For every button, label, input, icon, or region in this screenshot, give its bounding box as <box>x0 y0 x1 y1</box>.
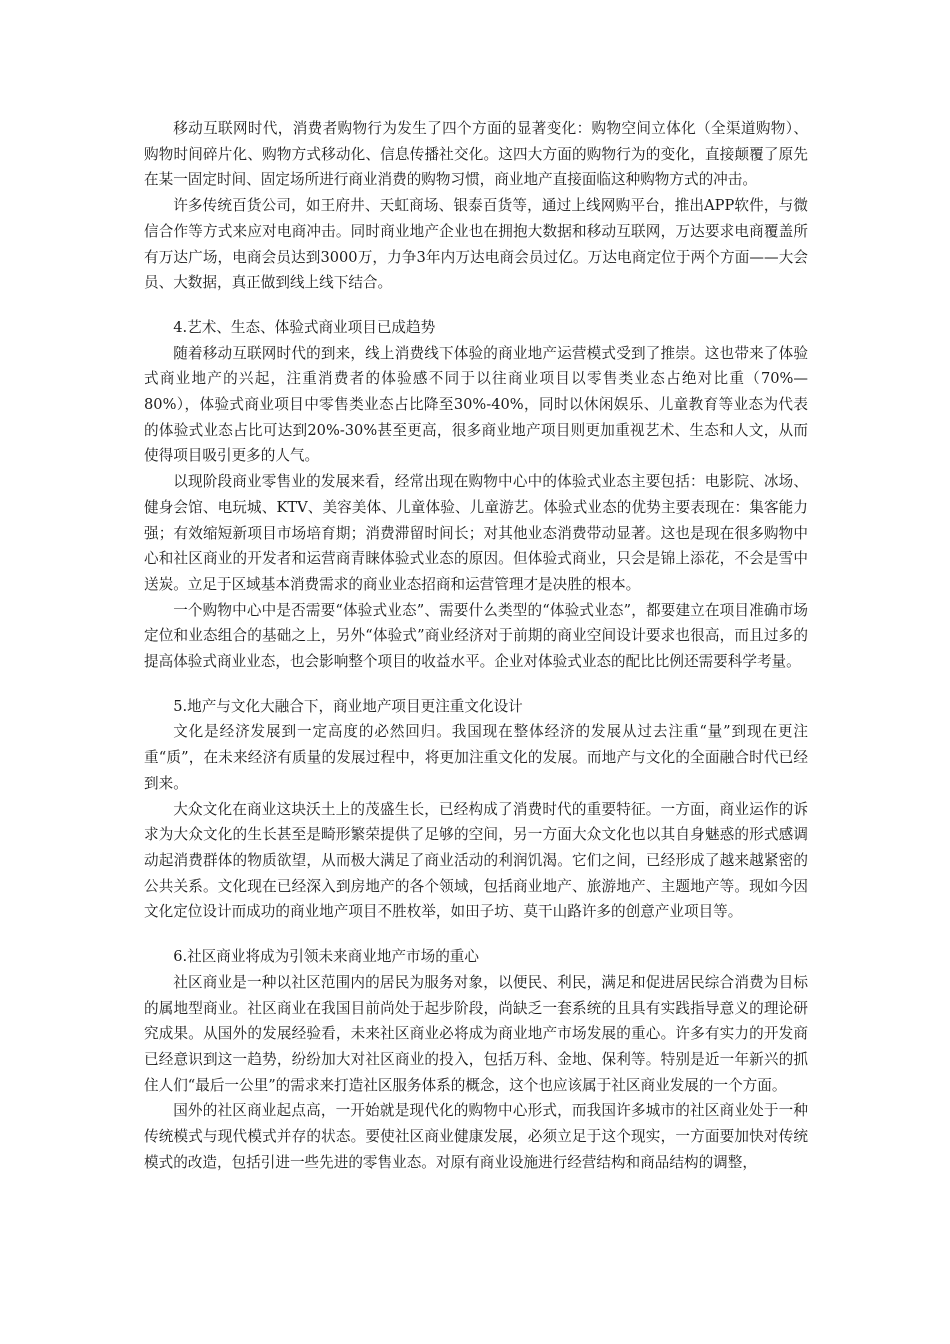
section-4-paragraph-2: 以现阶段商业零售业的发展来看，经常出现在购物中心中的体验式业态主要包括：电影院、冰场、健身会馆、电玩城、KTV、美容美体、儿童体验、儿童游艺。体验式业态的优势主要表现在：集客能力强；有效缩短新项目市场培育期；消费滞留时间长；对其他业态消费带动显著。这也是现在很多购物中心和社区商业的开发者和运营商青睐体验式业态的原因。但体验式商业，只会是锦上添花，不会是雪中送炭。立足于区域基本消费需求的商业业态招商和运营管理才是决胜的根本。 <box>144 473 808 593</box>
intro-paragraph-1: 移动互联网时代，消费者购物行为发生了四个方面的显著变化：购物空间立体化（全渠道购物）、购物时间碎片化、购物方式移动化、信息传播社交化。这四大方面的购物行为的变化，直接颠覆了原先在某一固定时间、固定场所进行商业消费的购物习惯，商业地产直接面临这种购物方式的冲击。 <box>144 120 808 189</box>
section-4-heading: 4.艺术、生态、体验式商业项目已成趋势 <box>173 318 436 336</box>
section-5-paragraph-2: 大众文化在商业这块沃土上的茂盛生长，已经构成了消费时代的重要特征。一方面，商业运作的诉求为大众文化的生长甚至是畸形繁荣提供了足够的空间，另一方面大众文化也以其自身魅惑的形式感调动起消费群体的物质欲望，从而极大满足了商业活动的利润饥渴。它们之间，已经形成了越来越紧密的公共关系。文化现在已经深入到房地产的各个领域，包括商业地产、旅游地产、主题地产等。现如今因文化定位设计而成功的商业地产项目不胜枚举，如田子坊、莫干山路许多的创意产业项目等。 <box>144 800 808 921</box>
intro-paragraph-2: 许多传统百货公司，如王府井、天虹商场、银泰百货等，通过上线网购平台，推出APP软件，与微信合作等方式来应对电商冲击。同时商业地产企业也在拥抱大数据和移动互联网，万达要求电商覆盖所有万达广场，电商会员达到3000万，力争3年内万达电商会员过亿。万达电商定位于两个方面——大会员、大数据，真正做到线上线下结合。 <box>144 197 808 292</box>
section-6-paragraph-2: 国外的社区商业起点高，一开始就是现代化的购物中心形式，而我国许多城市的社区商业处于一种传统模式与现代模式并存的状态。要使社区商业健康发展，必须立足于这个现实，一方面要加快对传统模式的改造，包括引进一些先进的零售业态。对原有商业设施进行经营结构和商品结构的调整， <box>144 1102 808 1171</box>
section-5-heading: 5.地产与文化大融合下，商业地产项目更注重文化设计 <box>173 697 523 715</box>
section-gap <box>144 296 808 315</box>
section-4-paragraph-3: 一个购物中心中是否需要“体验式业态”、需要什么类型的“体验式业态”，都要建立在项目准确市场定位和业态组合的基础之上，另外“体验式”商业经济对于前期的商业空间设计要求也很高，而且过多的提高体验式商业业态，也会影响整个项目的收益水平。企业对体验式业态的配比比例还需要科学考量。 <box>144 601 808 671</box>
section-gap <box>144 925 808 944</box>
section-gap <box>144 675 808 694</box>
section-6-heading: 6.社区商业将成为引领未来商业地产市场的重心 <box>173 948 479 966</box>
section-4-paragraph-1: 随着移动互联网时代的到来，线上消费线下体验的商业地产运营模式受到了推崇。这也带来了体验式商业地产的兴起，注重消费者的体验感不同于以往商业项目以零售类业态占绝对比重（70%—80%），体验式商业项目中零售类业态占比降至30%-40%，同时以休闲娱乐、儿童教育等业态为代表的体验式业态占比可达到20%-30%甚至更高，很多商业地产项目则更加重视艺术、生态和人文，从而使得项目吸引更多的人气。 <box>144 344 808 465</box>
document-body <box>144 116 808 1175</box>
section-5-paragraph-1: 文化是经济发展到一定高度的必然回归。我国现在整体经济的发展从过去注重“量”到现在更注重“质”，在未来经济有质量的发展过程中，将更加注重文化的发展。而地产与文化的全面融合时代已经到来。 <box>144 723 808 792</box>
section-6-paragraph-1: 社区商业是一种以社区范围内的居民为服务对象，以便民、利民，满足和促进居民综合消费为目标的属地型商业。社区商业在我国目前尚处于起步阶段，尚缺乏一套系统的且具有实践指导意义的理论研究成果。从国外的发展经验看，未来社区商业必将成为商业地产市场发展的重心。许多有实力的开发商已经意识到这一趋势，纷纷加大对社区商业的投入，包括万科、金地、保利等。特别是近一年新兴的抓住人们“最后一公里”的需求来打造社区服务体系的概念，这个也应该属于社区商业发展的一个方面。 <box>144 973 808 1094</box>
